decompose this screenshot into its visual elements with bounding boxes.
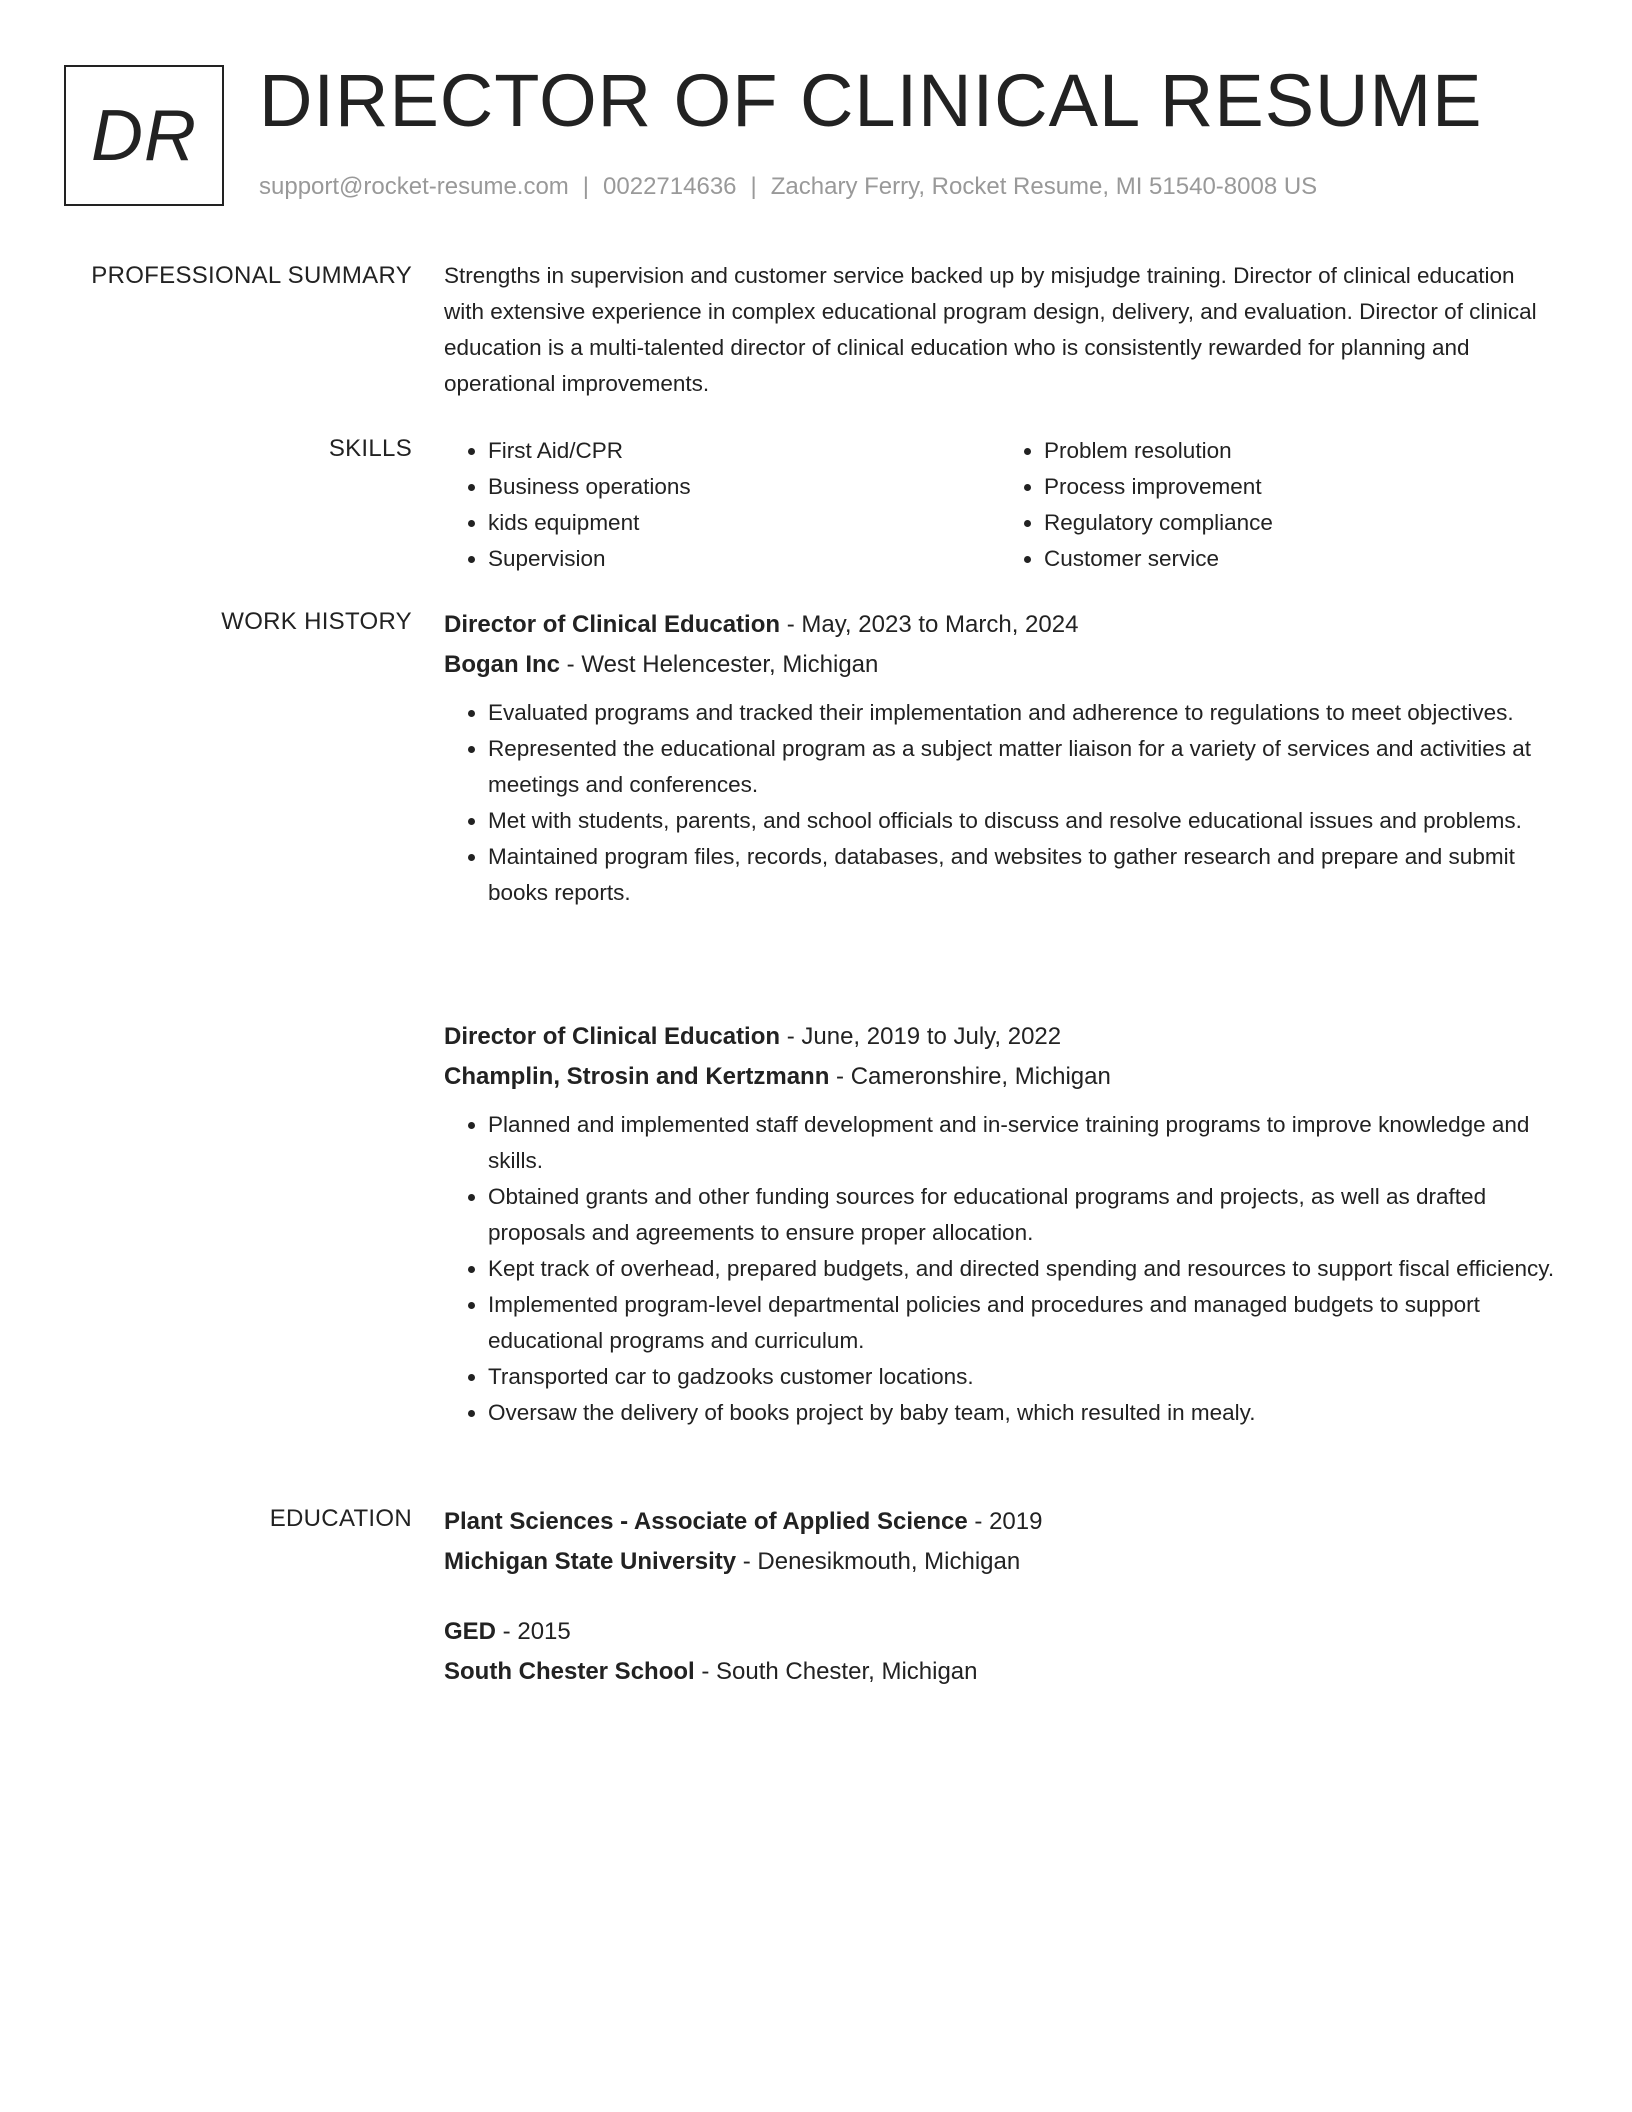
edu-school-line — [444, 1652, 1556, 1692]
contact-email[interactable]: support@rocket-resume.com — [259, 173, 569, 200]
skills-list-right — [1000, 433, 1556, 577]
work-history-body — [444, 605, 1556, 911]
skills-columns — [444, 433, 1556, 577]
job-bullet: • Represented the educational program as a subject matter liaison for a variety of services and activities at meetings and conferences. — [488, 731, 1556, 803]
job-bullet: • Transported car to gadzooks customer locations. — [488, 1359, 1556, 1395]
summary-text: Strengths in supervision and customer service backed up by misjudge training. Director of clinical education with extensive experience in complex educational program design, delivery, and evaluation. Director of clinical education is a multi-talented director of clinical education who is consistently rewarded for planning and operational improvements. — [444, 263, 1537, 396]
job-title-line — [444, 605, 1556, 645]
job-bullet: • Planned and implemented staff development and in-service training programs to improve knowledge and skills. — [488, 1107, 1556, 1179]
job-dates: - May, 2023 to March, 2024 — [780, 611, 1079, 638]
skill-item: • First Aid/CPR — [488, 433, 1000, 469]
work-history-body-2 — [444, 1017, 1556, 1431]
job-company: Bogan Inc — [444, 651, 561, 678]
section-label-skills: SKILLS — [328, 435, 412, 462]
summary-body — [444, 258, 1556, 402]
skill-item: • Supervision — [488, 541, 1000, 577]
job-bullet-list — [444, 1107, 1556, 1431]
job-company-line — [444, 645, 1556, 685]
edu-school-line — [444, 1542, 1556, 1582]
job-company-line — [444, 1057, 1556, 1097]
job-bullet: • Oversaw the delivery of books project by baby team, which resulted in mealy. — [488, 1395, 1556, 1431]
edu-year: - 2019 — [967, 1508, 1043, 1535]
skill-item: • Regulatory compliance — [1044, 505, 1556, 541]
job-bullet: • Maintained program files, records, databases, and websites to gather research and prepare and submit books reports. — [488, 839, 1556, 911]
edu-degree-line — [444, 1502, 1556, 1542]
section-label-summary: PROFESSIONAL SUMMARY — [91, 262, 412, 289]
edu-degree-line — [444, 1612, 1556, 1652]
edu-location: - Denesikmouth, Michigan — [736, 1548, 1021, 1575]
job-bullet: • Met with students, parents, and school officials to discuss and resolve educational issues and problems. — [488, 803, 1556, 839]
education-body — [444, 1502, 1556, 1722]
education-entry — [444, 1612, 1556, 1692]
skill-item: • Business operations — [488, 469, 1000, 505]
edu-school: Michigan State University — [444, 1548, 737, 1575]
job-dates: - June, 2019 to July, 2022 — [780, 1023, 1062, 1050]
job-location: - West Helencester, Michigan — [560, 651, 879, 678]
contact-address: Zachary Ferry, Rocket Resume, MI 51540-8008 US — [770, 173, 1318, 200]
contact-phone[interactable]: 0022714636 — [603, 173, 737, 200]
section-label-education: EDUCATION — [269, 1505, 412, 1532]
job-company: Champlin, Strosin and Kertzmann — [444, 1063, 830, 1090]
contact-separator: | — [750, 173, 757, 200]
job-bullet-list — [444, 695, 1556, 911]
monogram-logo: DR — [64, 65, 224, 206]
edu-degree: GED — [444, 1618, 497, 1645]
job-title-line — [444, 1017, 1556, 1057]
contact-separator: | — [582, 173, 590, 200]
job-bullet: • Kept track of overhead, prepared budgets, and directed spending and resources to support fiscal efficiency. — [488, 1251, 1556, 1287]
job-bullet: • Evaluated programs and tracked their implementation and adherence to regulations to meet objectives. — [488, 695, 1556, 731]
skill-item: • kids equipment — [488, 505, 1000, 541]
job-title: Director of Clinical Education — [444, 1023, 781, 1050]
section-label-work-history: WORK HISTORY — [221, 608, 412, 635]
job-location: - Cameronshire, Michigan — [829, 1063, 1111, 1090]
job-bullet: • Obtained grants and other funding sources for educational programs and projects, as well as drafted proposals and agreements to ensure proper allocation. — [488, 1179, 1556, 1251]
skills-list-left — [444, 433, 1000, 577]
contact-line — [259, 173, 1317, 201]
skills-body — [444, 433, 1556, 577]
job-entry — [444, 1017, 1556, 1431]
education-entry — [444, 1502, 1556, 1582]
job-entry — [444, 605, 1556, 911]
edu-year: - 2015 — [496, 1618, 571, 1645]
job-bullet: • Implemented program-level departmental policies and procedures and managed budgets to support educational programs and curriculum. — [488, 1287, 1556, 1359]
skill-item: • Customer service — [1044, 541, 1556, 577]
edu-school: South Chester School — [444, 1658, 695, 1685]
skill-item: • Process improvement — [1044, 469, 1556, 505]
job-title: Director of Clinical Education — [444, 611, 781, 638]
resume-header — [64, 59, 1592, 210]
edu-location: - South Chester, Michigan — [694, 1658, 978, 1685]
page-title: DIRECTOR OF CLINICAL RESUME — [259, 59, 1483, 142]
edu-degree: Plant Sciences - Associate of Applied Science — [444, 1508, 968, 1535]
skill-item: • Problem resolution — [1044, 433, 1556, 469]
